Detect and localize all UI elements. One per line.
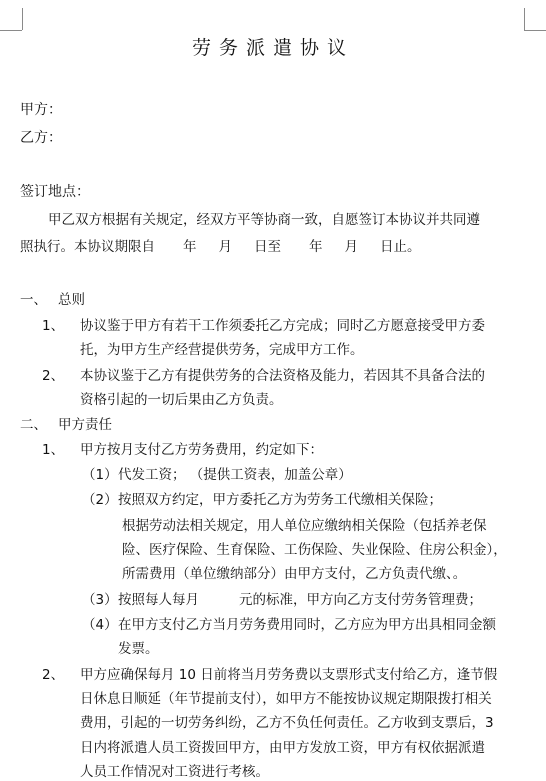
crop-mark-top-right-v [524,8,525,30]
section-2-item-2-line-4: 日内将派遣人员工资拨回甲方，由甲方发放工资，甲方有权依据派遣 [80,740,485,756]
subitem-2-number: （2） [82,492,118,508]
section-2-number: 二、 [20,417,47,433]
preamble-year: 年 [183,239,197,255]
subitem-2-detail-2: 险、医疗保险、生育保险、工伤保险、失业保险、住房公积金）， [122,542,507,558]
preamble-month-end: 月 [344,239,358,255]
section-1-item-2-line-2: 资格引起的一切后果由乙方负责。 [80,392,283,408]
subitem-3-text-a: 按照每人每月 [118,592,199,608]
preamble-day-to: 日至 [254,239,281,255]
subitem-2-detail-1: 根据劳动法相关规定，用人单位应缴纳相关保险（包括养老保 [122,518,487,534]
section-1-heading: 总则 [58,292,85,308]
subitem-4-number: （4） [82,617,118,633]
crop-mark-top-left-h [0,30,22,31]
preamble-line-2 [20,239,421,255]
crop-mark-top-right-h [524,30,546,31]
preamble-year-end: 年 [309,239,323,255]
preamble-line-1: 甲乙双方根据有关规定，经双方平等协商一致，自愿签订本协议并共同遵 [48,212,480,228]
section-2-item-2-line-5: 人员工作情况对工资进行考核。 [80,764,269,780]
document-title: 劳务派遣协议 [191,37,354,59]
subitem-2-detail-3: 所需费用（单位缴纳部分）由甲方支付，乙方负责代缴、。 [122,566,467,582]
section-1-number: 一、 [20,292,47,308]
section-2-item-2-line-1: 甲方应确保每月 10 日前将当月劳务费以支票形式支付给乙方，逢节假 [80,667,498,683]
party-b-label: 乙方： [20,130,62,146]
subitem-1-line-1: 代发工资； （提供工资表，加盖公章） [118,467,352,483]
preamble-month: 月 [218,239,232,255]
party-a-label: 甲方： [20,102,62,118]
section-2-item-2-number: 2、 [42,667,65,683]
subitem-3-text-b: 元的标准，甲方向乙方支付劳务管理费； [239,592,482,608]
section-2-item-1-line-1: 甲方按月支付乙方劳务费用，约定如下： [80,442,323,458]
section-1-item-2-number: 2、 [42,368,65,384]
section-1-item-1-number: 1、 [42,318,65,334]
section-2-heading: 甲方责任 [58,417,112,433]
subitem-4-line-1: 在甲方支付乙方当月劳务费用同时，乙方应为甲方出具相同金额 [118,617,496,633]
subitem-4-line-2: 发票。 [118,641,159,657]
section-1-item-1-line-1: 协议鉴于甲方有若干工作须委托乙方完成；同时乙方愿意接受甲方委 [80,318,485,334]
section-1-item-2-line-1: 本协议鉴于乙方有提供劳务的合法资格及能力，若因其不具备合法的 [80,368,485,384]
preamble-text: 照执行。本协议期限自 [20,239,155,255]
subitem-2-line-1: 按照双方约定，甲方委托乙方为劳务工代缴相关保险； [118,492,442,508]
preamble-day-end: 日止。 [380,239,421,255]
crop-mark-top-left-v [22,8,23,30]
section-2-item-2-line-2: 日休息日顺延（年节提前支付），如甲方不能按协议规定期限拨打相关 [80,691,492,707]
subitem-3-line-1 [118,592,482,608]
section-2-item-2-line-3: 费用，引起的一切劳务纠纷，乙方不负任何责任。乙方收到支票后，3 [80,715,494,731]
section-1-item-1-line-2: 托，为甲方生产经营提供劳务，完成甲方工作。 [80,342,364,358]
subitem-3-number: （3） [82,592,118,608]
location-label: 签订地点： [20,184,90,200]
subitem-1-number: （1） [82,467,118,483]
section-2-item-1-number: 1、 [42,442,65,458]
